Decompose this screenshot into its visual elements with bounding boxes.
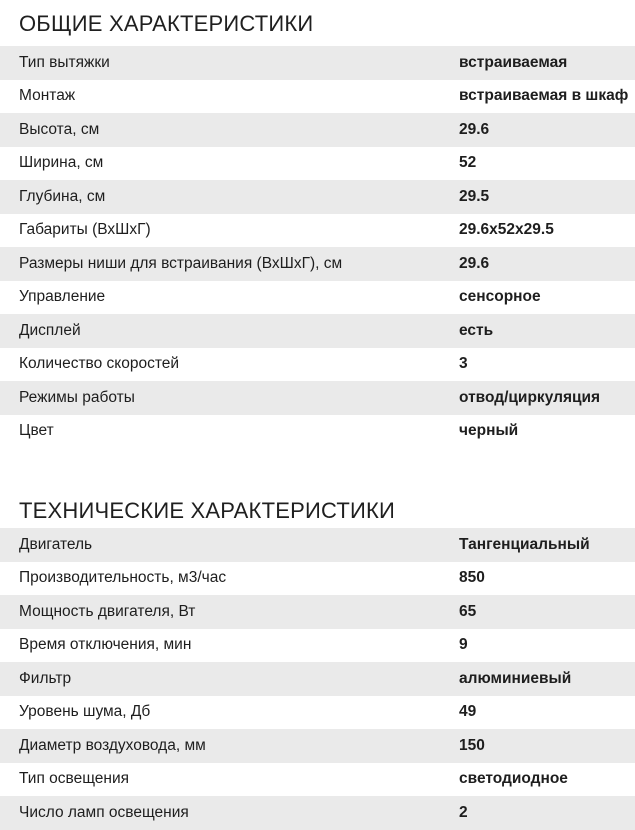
spec-value: черный <box>459 422 519 440</box>
spec-label: Уровень шума, Дб <box>19 703 151 721</box>
spec-label: Диаметр воздуховода, мм <box>19 736 206 754</box>
spec-label: Производительность, м3/час <box>19 569 227 587</box>
spec-value: 29.6 <box>459 254 490 272</box>
spec-value: 29.6 <box>459 120 490 138</box>
spec-row <box>0 80 635 114</box>
spec-row <box>0 562 635 596</box>
spec-row <box>0 147 635 181</box>
spec-label: Цвет <box>19 422 54 440</box>
spec-label: Дисплей <box>19 321 81 339</box>
spec-value: отвод/циркуляция <box>459 388 601 406</box>
spec-value: есть <box>459 321 494 339</box>
spec-label: Время отключения, мин <box>19 636 192 654</box>
spec-row <box>0 348 635 382</box>
spec-value: Тангенциальный <box>459 535 590 553</box>
spec-label: Высота, см <box>19 120 100 138</box>
spec-row <box>0 528 635 562</box>
spec-label: Фильтр <box>19 669 72 687</box>
general-specs-table <box>0 46 635 448</box>
spec-row <box>0 696 635 730</box>
spec-label: Количество скоростей <box>19 355 180 373</box>
spec-value: 49 <box>459 703 477 721</box>
spec-label: Мощность двигателя, Вт <box>19 602 196 620</box>
spec-row <box>0 595 635 629</box>
spec-value: встраиваемая в шкаф <box>459 87 629 105</box>
spec-row <box>0 214 635 248</box>
spec-value: алюминиевый <box>459 669 572 687</box>
spec-value: 150 <box>459 736 485 754</box>
spec-row <box>0 729 635 763</box>
spec-label: Тип вытяжки <box>19 53 110 71</box>
spec-value: встраиваемая <box>459 53 568 71</box>
spec-value: 29.5 <box>459 187 490 205</box>
spec-value: сенсорное <box>459 288 541 306</box>
spec-label: Размеры ниши для встраивания (ВхШхГ), см <box>19 254 343 272</box>
technical-specs-table <box>0 528 635 830</box>
spec-value: светодиодное <box>459 770 568 788</box>
spec-value: 9 <box>459 636 468 654</box>
spec-label: Тип освещения <box>19 770 130 788</box>
spec-row <box>0 763 635 797</box>
spec-row <box>0 46 635 80</box>
spec-row <box>0 796 635 830</box>
spec-row <box>0 415 635 449</box>
spec-value: 52 <box>459 154 477 172</box>
technical-section-title: ТЕХНИЧЕСКИЕ ХАРАКТЕРИСТИКИ <box>19 498 395 523</box>
spec-row <box>0 180 635 214</box>
spec-label: Монтаж <box>19 87 76 105</box>
spec-label: Управление <box>19 288 106 306</box>
spec-row <box>0 629 635 663</box>
spec-label: Габариты (ВхШхГ) <box>19 221 151 239</box>
spec-row <box>0 247 635 281</box>
spec-label: Глубина, см <box>19 187 106 205</box>
spec-row <box>0 314 635 348</box>
spec-value: 29.6x52x29.5 <box>459 221 554 239</box>
general-section-title: ОБЩИЕ ХАРАКТЕРИСТИКИ <box>19 11 314 36</box>
spec-label: Число ламп освещения <box>19 803 189 821</box>
spec-value: 65 <box>459 602 477 620</box>
spec-row <box>0 381 635 415</box>
spec-value: 850 <box>459 569 485 587</box>
spec-label: Двигатель <box>19 535 93 553</box>
spec-row <box>0 281 635 315</box>
spec-label: Ширина, см <box>19 154 104 172</box>
spec-label: Режимы работы <box>19 388 135 406</box>
spec-value: 2 <box>459 803 468 821</box>
spec-row <box>0 113 635 147</box>
spec-row <box>0 662 635 696</box>
spec-value: 3 <box>459 355 468 373</box>
